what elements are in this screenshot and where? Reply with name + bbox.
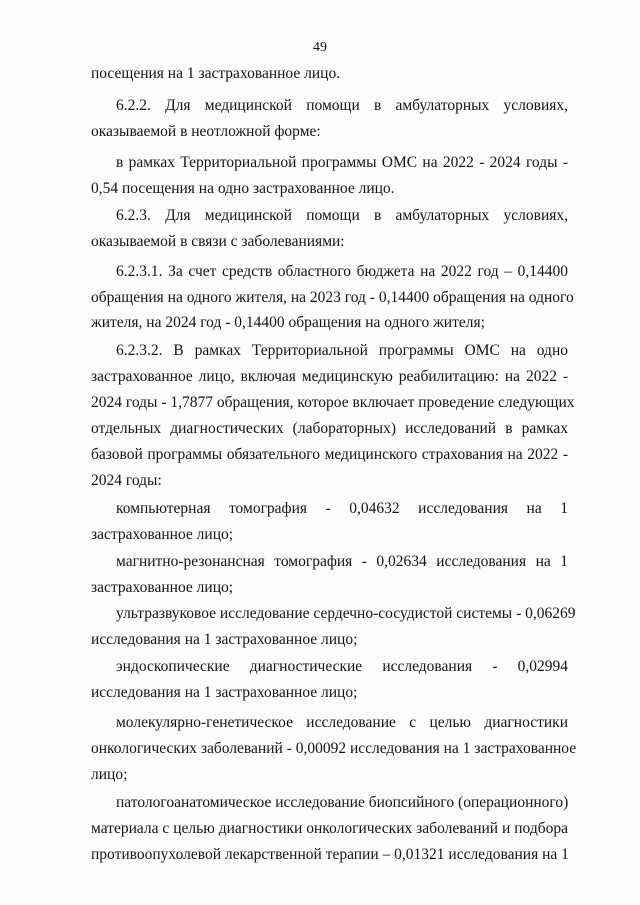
text-line: лицо; (91, 766, 128, 783)
text-line: отдельных диагностических (лабораторных) исследований в рамках (91, 420, 568, 437)
text-line: компьютерная томография - 0,04632 исследования на 1 (116, 500, 568, 517)
page-number: 49 (313, 40, 327, 55)
text-line: 6.2.3.1. За счет средств областного бюджета на 2022 год – 0,14400 (116, 263, 568, 280)
text-line: исследования на 1 застрахованное лицо; (91, 684, 358, 701)
text-line: оказываемой в связи с заболеваниями: (91, 233, 345, 250)
text-line: магнитно-резонансная томография - 0,02634 исследования на 1 (116, 553, 568, 570)
text-line: жителя, на 2024 год - 0,14400 обращения на одного жителя; (91, 314, 485, 331)
text-line: застрахованное лицо, включая медицинскую реабилитацию: на 2022 - (91, 368, 568, 385)
text-line: молекулярно-генетическое исследование с целью диагностики (116, 714, 568, 731)
text-line: обращения на одного жителя, на 2023 год - 0,14400 обращения на одного (91, 289, 574, 306)
text-line: оказываемой в неотложной форме: (91, 123, 321, 140)
text-line: 2024 годы: (91, 472, 162, 489)
text-line: 6.2.2. Для медицинской помощи в амбулаторных условиях, (116, 97, 568, 114)
text-line: 0,54 посещения на одно застрахованное лицо. (91, 180, 395, 197)
text-line: застрахованное лицо; (91, 526, 234, 543)
text-line: противоопухолевой лекарственной терапии – 0,01321 исследования на 1 (91, 846, 569, 863)
text-line: посещения на 1 застрахованное лицо. (91, 65, 341, 82)
text-line: базовой программы обязательного медицинского страхования на 2022 - (91, 446, 568, 463)
text-line: патологоанатомическое исследование биопсийного (операционного) (116, 794, 569, 811)
text-line: исследования на 1 застрахованное лицо; (91, 631, 358, 648)
text-line: ультразвуковое исследование сердечно-сосудистой системы - 0,06269 (116, 605, 576, 622)
text-line: эндоскопические диагностические исследования - 0,02994 (116, 658, 568, 675)
text-line: 6.2.3.2. В рамках Территориальной программы ОМС на одно (116, 342, 568, 359)
text-line: в рамках Территориальной программы ОМС на 2022 - 2024 годы - (116, 154, 568, 171)
text-line: застрахованное лицо; (91, 579, 234, 596)
text-line: материала с целью диагностики онкологических заболеваний и подбора (91, 820, 568, 837)
text-line: онкологических заболеваний - 0,00092 исследования на 1 застрахованное (91, 740, 577, 757)
text-line: 2024 годы - 1,7877 обращения, которое включает проведение следующих (91, 394, 575, 411)
text-line: 6.2.3. Для медицинской помощи в амбулаторных условиях, (116, 207, 568, 224)
